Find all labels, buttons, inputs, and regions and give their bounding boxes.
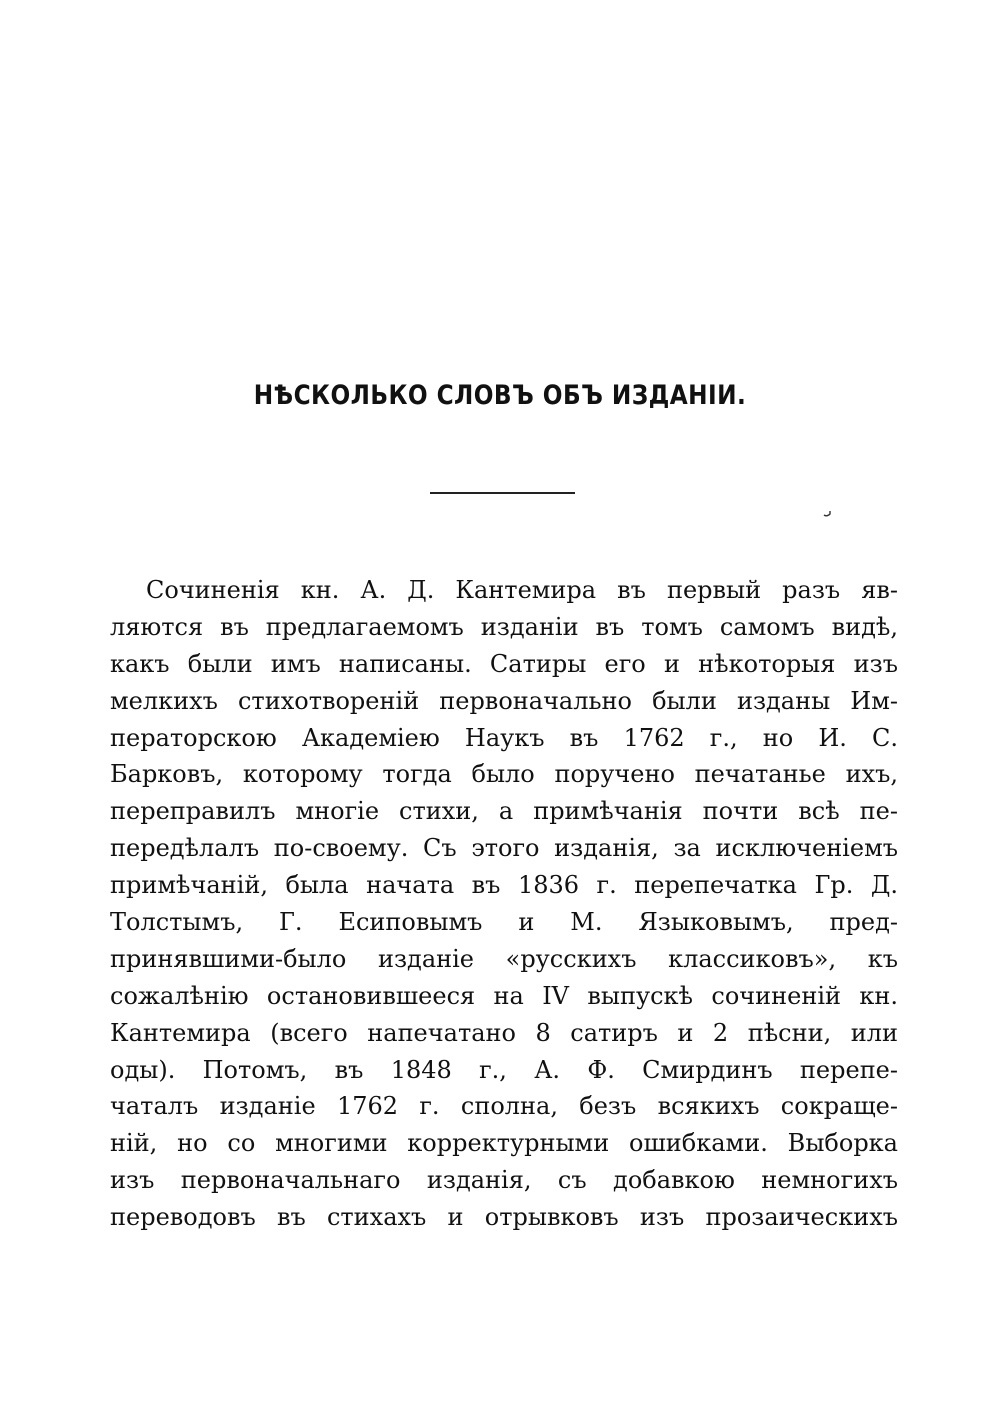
heading-divider-rule — [430, 492, 575, 494]
paragraph-line: ній, но со многими корректурными ошибками. Выборка — [110, 1129, 898, 1158]
paragraph-line: Кантемира (всего напечатано 8 сатиръ и 2 пѣсни, или — [110, 1018, 898, 1047]
paragraph-line: ляются въ предлагаемомъ изданіи въ томъ самомъ видѣ, — [110, 612, 898, 641]
paragraph-line: переправилъ многіе стихи, а примѣчанія почти всѣ пе- — [110, 797, 898, 826]
paragraph-line: принявшими-было изданіе «русскихъ классиковъ», къ — [110, 944, 898, 973]
ink-mark-icon — [822, 508, 832, 518]
section-heading: НѢСКОЛЬКО СЛОВЪ ОБЪ ИЗДАНІИ. — [253, 380, 747, 411]
paragraph-line: Толстымъ, Г. Есиповымъ и М. Языковымъ, пред- — [110, 908, 898, 937]
paragraph-line: изъ первоначальнаго изданія, съ добавкою немногихъ — [110, 1166, 898, 1195]
body-paragraph — [110, 572, 898, 1236]
paragraph-line: мелкихъ стихотвореній первоначально были изданы Им- — [110, 686, 898, 715]
paragraph-line: чаталъ изданіе 1762 г. сполна, безъ всякихъ сокраще- — [110, 1092, 898, 1121]
paragraph-line: ператорскою Академіею Наукъ въ 1762 г., но И. С. — [110, 723, 898, 752]
paragraph-line: передѣлалъ по-своему. Съ этого изданія, за исключеніемъ — [110, 834, 898, 863]
paragraph-line: примѣчаній, была начата въ 1836 г. перепечатка Гр. Д. — [110, 871, 898, 900]
paragraph-line: Сочиненія кн. А. Д. Кантемира въ первый разъ яв- — [146, 576, 898, 604]
paragraph-line: Барковъ, которому тогда было поручено печатанье ихъ, — [110, 760, 898, 789]
paragraph-line: сожалѣнію остановившееся на IV выпускѣ сочиненій кн. — [110, 981, 898, 1010]
paragraph-line: оды). Потомъ, въ 1848 г., А. Ф. Смирдинъ перепе- — [110, 1055, 898, 1084]
paragraph-line: переводовъ въ стихахъ и отрывковъ изъ прозаическихъ — [110, 1203, 898, 1232]
paragraph-line: какъ были имъ написаны. Сатиры его и нѣкоторыя изъ — [110, 649, 898, 678]
